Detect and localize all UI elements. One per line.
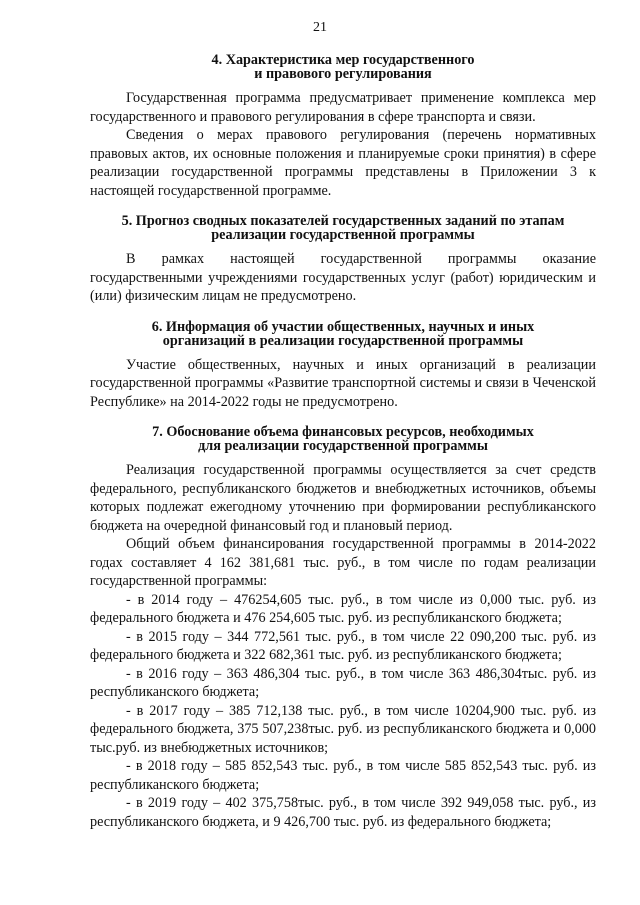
section-4-heading: [90, 53, 596, 81]
list-item: - в 2019 году – 402 375,758тыс. руб., в том числе 392 949,058 тыс. руб., из республиканского бюджета, и 9 426,700 тыс. руб. из федерального бюджета;: [90, 795, 596, 830]
paragraph: Государственная программа предусматривает применение комплекса мер государственного и правового регулирования в сфере транспорта и связи.: [90, 90, 596, 125]
paragraph: Реализация государственной программы осуществляется за счет средств федерального, республиканского бюджетов и внебюджетных источников, объемы которых подлежат ежегодному уточнению при формировании республиканского бюджета на очередной финансовый год и плановый период.: [90, 462, 596, 534]
paragraph: Участие общественных, научных и иных организаций в реализации государственной программы «Развитие транспортной системы и связи в Чеченской Республике» на 2014-2022 годы не предусмотрено.: [90, 356, 596, 410]
list-item: - в 2016 году – 363 486,304 тыс. руб., в том числе 363 486,304тыс. руб. из республиканского бюджета;: [90, 665, 596, 700]
list-item: - в 2018 году – 585 852,543 тыс. руб., в том числе 585 852,543 тыс. руб. из республиканского бюджета;: [90, 758, 596, 793]
list-item: - в 2014 году – 476254,605 тыс. руб., в том числе из 0,000 тыс. руб. из федерального бюджета и 476 254,605 тыс. руб. из республиканского бюджета;: [90, 591, 596, 626]
section-5-heading: [90, 214, 596, 242]
heading-line: 4. Характеристика мер государственного: [211, 52, 475, 68]
heading-line: 6. Информация об участии общественных, научных и иных: [151, 318, 535, 335]
page-number: 21: [313, 20, 327, 35]
section-6-heading: [90, 320, 596, 348]
paragraph: В рамках настоящей государственной программы оказание государственными учреждениями государственных услуг (работ) юридическим и (или) физическим лицам не предусмотрено.: [90, 251, 596, 304]
paragraph: Общий объем финансирования государственной программы в 2014-2022 годах составляет 4 162 381,681 тыс. руб., в том числе по годам реализации государственной программы:: [90, 536, 596, 589]
heading-line: 7. Обоснование объема финансовых ресурсов, необходимых: [152, 424, 534, 440]
heading-line: реализации государственной программы: [211, 227, 475, 243]
section-7-heading: [90, 425, 596, 453]
list-item: - в 2017 году – 385 712,138 тыс. руб., в том числе 10204,900 тыс. руб. из федерального бюджета, 375 507,238тыс. руб. из республиканского бюджета и 0,000 тыс.руб. из внебюджетных источников;: [90, 702, 596, 756]
heading-line: организаций в реализации государственной программы: [162, 332, 524, 349]
heading-line: и правового регулирования: [254, 66, 432, 82]
paragraph: Сведения о мерах правового регулирования (перечень нормативных правовых актов, их основные положения и планируемые сроки принятия) в сфере реализации государственной программы представлены в Приложении 3 к настоящей государственной программе.: [90, 127, 596, 199]
document-body: [90, 53, 596, 831]
list-item: - в 2015 году – 344 772,561 тыс. руб., в том числе 22 090,200 тыс. руб. из федерального бюджета и 322 682,361 тыс. руб. из республиканского бюджета;: [90, 628, 596, 663]
heading-line: для реализации государственной программы: [198, 438, 488, 454]
heading-line: 5. Прогноз сводных показателей государственных заданий по этапам: [121, 213, 565, 229]
